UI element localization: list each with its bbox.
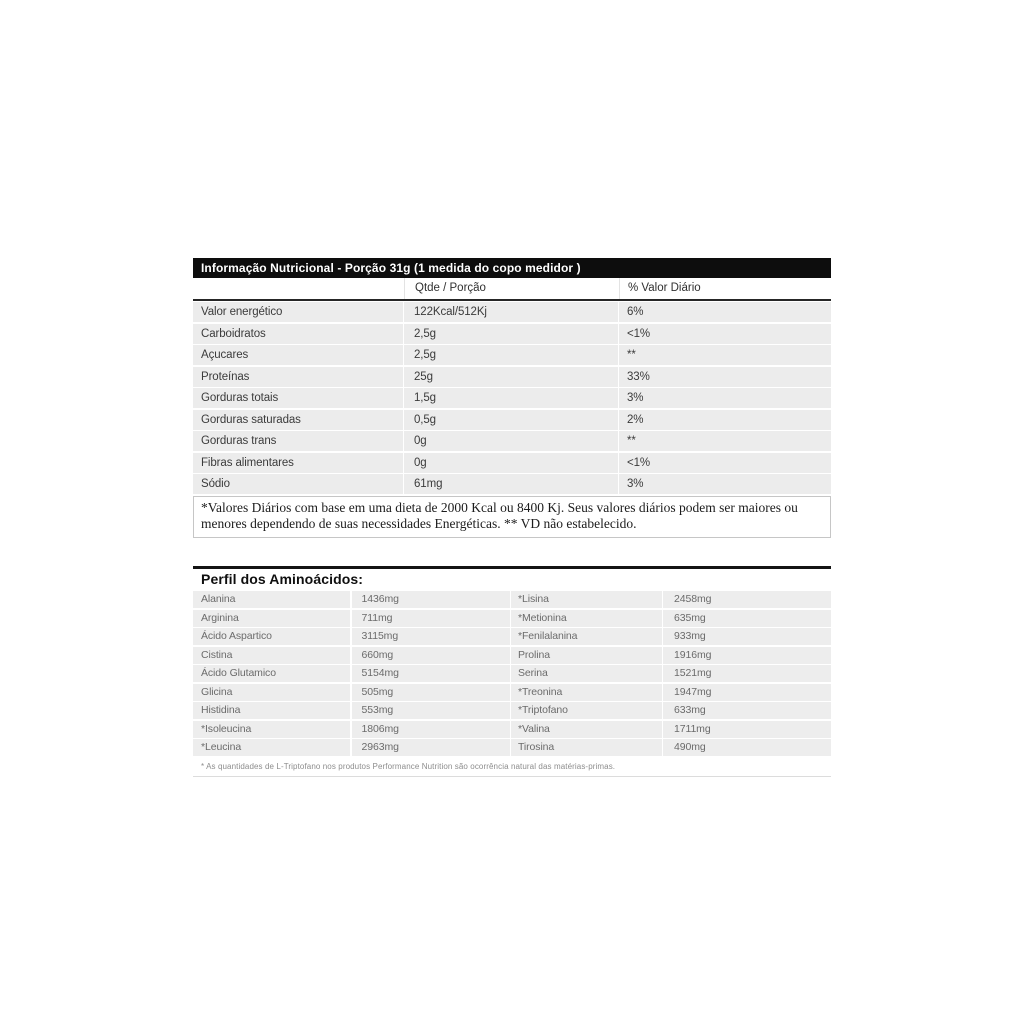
nutrient-qty: 25g bbox=[404, 367, 618, 387]
amino-acid-table bbox=[193, 566, 831, 777]
amino-value: 933mg bbox=[663, 628, 831, 645]
column-header-qty: Qtde / Porção bbox=[404, 278, 619, 299]
amino-row bbox=[193, 684, 831, 701]
amino-name: Ácido Aspartico bbox=[193, 628, 350, 645]
nutrition-column-header-row bbox=[193, 278, 831, 301]
nutrient-qty: 61mg bbox=[404, 474, 618, 494]
amino-value: 1436mg bbox=[352, 591, 510, 608]
amino-value: 1806mg bbox=[352, 721, 510, 738]
nutrient-qty: 1,5g bbox=[404, 388, 618, 408]
amino-table-title: Perfil dos Aminoácidos: bbox=[193, 566, 831, 590]
amino-name: Glicina bbox=[193, 684, 350, 701]
nutrient-dv: 2% bbox=[619, 410, 831, 430]
nutrient-dv: 3% bbox=[619, 474, 831, 494]
tryptophan-footnote: * As quantidades de L-Triptofano nos produtos Performance Nutrition são ocorrência natural das matérias-primas. bbox=[193, 758, 831, 777]
amino-value: 3115mg bbox=[352, 628, 510, 645]
nutrient-label: Fibras alimentares bbox=[193, 453, 403, 473]
nutrient-qty: 0,5g bbox=[404, 410, 618, 430]
amino-name: *Leucina bbox=[193, 739, 350, 756]
nutrient-qty: 0g bbox=[404, 431, 618, 451]
nutrient-qty: 122Kcal/512Kj bbox=[404, 302, 618, 322]
nutrient-qty: 2,5g bbox=[404, 324, 618, 344]
nutrient-dv: 6% bbox=[619, 302, 831, 322]
nutrition-row bbox=[193, 388, 831, 408]
amino-name: *Isoleucina bbox=[193, 721, 350, 738]
nutrition-row bbox=[193, 410, 831, 430]
amino-value: 1947mg bbox=[663, 684, 831, 701]
nutrient-label: Açucares bbox=[193, 345, 403, 365]
nutrient-label: Sódio bbox=[193, 474, 403, 494]
amino-name: *Valina bbox=[511, 721, 662, 738]
daily-values-footnote: *Valores Diários com base em uma dieta de 2000 Kcal ou 8400 Kj. Seus valores diários podem ser maiores ou menores dependendo de suas necessidades Energéticas. ** VD não estabelecido. bbox=[193, 496, 831, 538]
nutrient-label: Carboidratos bbox=[193, 324, 403, 344]
amino-row bbox=[193, 610, 831, 627]
amino-row bbox=[193, 628, 831, 645]
nutrient-dv: <1% bbox=[619, 453, 831, 473]
amino-value: 635mg bbox=[663, 610, 831, 627]
nutrient-dv: ** bbox=[619, 345, 831, 365]
column-header-spacer bbox=[193, 278, 404, 299]
amino-value: 1711mg bbox=[663, 721, 831, 738]
nutrition-rows bbox=[193, 302, 831, 494]
nutrition-row bbox=[193, 474, 831, 494]
amino-value: 2458mg bbox=[663, 591, 831, 608]
amino-value: 633mg bbox=[663, 702, 831, 719]
column-header-daily-value: % Valor Diário bbox=[619, 278, 831, 299]
amino-name: Histidina bbox=[193, 702, 350, 719]
amino-value: 490mg bbox=[663, 739, 831, 756]
amino-name: Serina bbox=[511, 665, 662, 682]
nutrition-table-title: Informação Nutricional - Porção 31g (1 medida do copo medidor ) bbox=[193, 258, 831, 278]
nutrition-row bbox=[193, 453, 831, 473]
amino-value: 2963mg bbox=[352, 739, 510, 756]
nutrient-dv: 3% bbox=[619, 388, 831, 408]
amino-name: Ácido Glutamico bbox=[193, 665, 350, 682]
amino-row bbox=[193, 591, 831, 608]
amino-value: 711mg bbox=[352, 610, 510, 627]
nutrient-label: Valor energético bbox=[193, 302, 403, 322]
nutrient-dv: 33% bbox=[619, 367, 831, 387]
nutrition-row bbox=[193, 345, 831, 365]
amino-rows bbox=[193, 591, 831, 756]
amino-name: Arginina bbox=[193, 610, 350, 627]
nutrient-qty: 2,5g bbox=[404, 345, 618, 365]
amino-name: Alanina bbox=[193, 591, 350, 608]
nutrient-label: Gorduras totais bbox=[193, 388, 403, 408]
nutrition-row bbox=[193, 367, 831, 387]
amino-name: *Triptofano bbox=[511, 702, 662, 719]
nutrient-label: Proteínas bbox=[193, 367, 403, 387]
nutrient-qty: 0g bbox=[404, 453, 618, 473]
nutrient-dv: <1% bbox=[619, 324, 831, 344]
amino-row bbox=[193, 702, 831, 719]
amino-name: Tirosina bbox=[511, 739, 662, 756]
amino-name: *Lisina bbox=[511, 591, 662, 608]
amino-value: 505mg bbox=[352, 684, 510, 701]
amino-row bbox=[193, 665, 831, 682]
amino-row bbox=[193, 739, 831, 756]
amino-name: *Fenilalanina bbox=[511, 628, 662, 645]
nutrient-dv: ** bbox=[619, 431, 831, 451]
amino-value: 5154mg bbox=[352, 665, 510, 682]
nutrient-label: Gorduras trans bbox=[193, 431, 403, 451]
nutrient-label: Gorduras saturadas bbox=[193, 410, 403, 430]
amino-name: *Treonina bbox=[511, 684, 662, 701]
amino-name: Prolina bbox=[511, 647, 662, 664]
amino-value: 1521mg bbox=[663, 665, 831, 682]
amino-value: 1916mg bbox=[663, 647, 831, 664]
amino-row bbox=[193, 647, 831, 664]
amino-value: 553mg bbox=[352, 702, 510, 719]
nutrition-table bbox=[193, 258, 831, 538]
amino-name: *Metionina bbox=[511, 610, 662, 627]
nutrition-row bbox=[193, 302, 831, 322]
nutrition-row bbox=[193, 324, 831, 344]
nutrition-row bbox=[193, 431, 831, 451]
amino-name: Cistina bbox=[193, 647, 350, 664]
amino-value: 660mg bbox=[352, 647, 510, 664]
amino-row bbox=[193, 721, 831, 738]
